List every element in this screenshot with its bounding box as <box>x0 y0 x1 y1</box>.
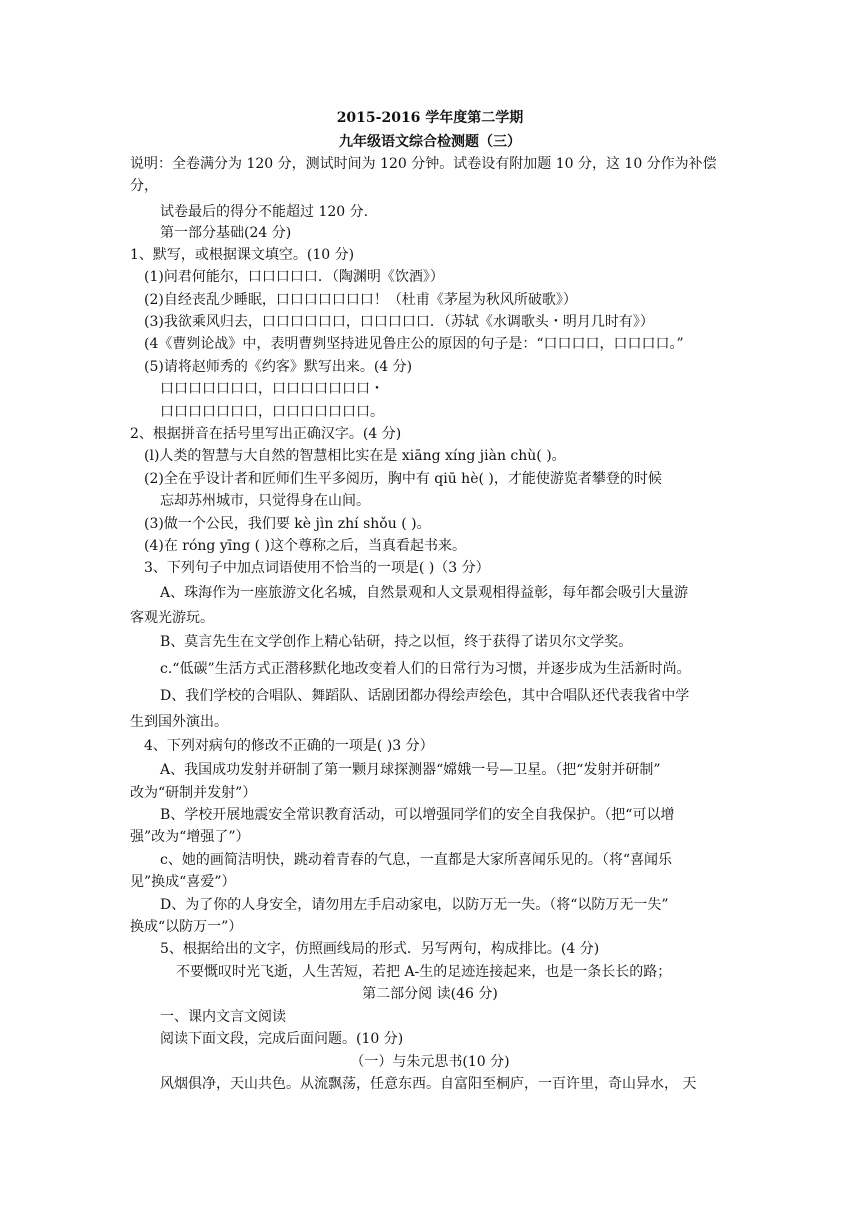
q1-item-3: (3)我欲乘风归去，口口口口口口，口口口口口．（苏轼《水调歌头・明月几时有》） <box>144 314 654 330</box>
q3-option-d: D、我们学校的合唱队、舞蹈队、话剧团都办得绘声绘色，其中合唱队还代表我省中学 <box>160 688 690 704</box>
part1-heading: 第一部分基础(24 分) <box>160 225 292 241</box>
q1-item-4: (4《曹刿论战》中，表明曹刿坚持进见鲁庄公的原因的句子是：“口口口口，口口口口。” <box>144 336 684 352</box>
q4-option-a: A、我国成功发射并研制了第一颗月球探测器“嫦娥一号—卫星。（把“发射并研制” <box>160 762 661 778</box>
part2-heading: 第二部分阅 读(46 分) <box>362 986 498 1002</box>
q4-stem: 4、下列对病句的修改不正确的一项是( )3 分） <box>144 738 434 754</box>
passage-title: （一）与朱元思书(10 分) <box>350 1054 510 1070</box>
exam-title-term: 2015-2016 学年度第二学期 <box>336 110 524 126</box>
q4-option-d-cont: 换成“以防万一”） <box>130 919 243 935</box>
q3-option-a-cont: 客观光游玩。 <box>130 610 214 626</box>
q3-stem: 3、下列句子中加点词语使用不恰当的一项是( )（3 分） <box>144 560 490 576</box>
q5-stem: 5、根据给出的文字，仿照画线局的形式．另写两句，构成排比。(4 分) <box>160 941 600 957</box>
exam-title-name: 九年级语文综合检测题（三） <box>339 134 521 150</box>
q3-option-b: B、莫言先生在文学创作上精心钻研，持之以恒，终于获得了诺贝尔文学奖。 <box>160 634 633 650</box>
instructions-line-2: 分， <box>130 178 158 194</box>
q3-option-c: c.“低碳”生活方式正潜移默化地改变着人们的日常行为习惯，并逐步成为生活新时尚。 <box>160 661 691 677</box>
passage-text-line-1: 风烟俱净，天山共色。从流飘荡，任意东西。自富阳至桐庐，一百许里，奇山异水， 天 <box>160 1076 697 1092</box>
q3-option-a: A、珠海作为一座旅游文化名城，自然景观和人文景观相得益彰，每年都会吸引大量游 <box>160 585 689 601</box>
instructions-line-1: 说明：全卷满分为 120 分，测试时间为 120 分钟。试卷设有附加题 10 分，这 10 分作为补偿 <box>130 156 717 172</box>
section-classical-reading: 一、课内文言文阅读 <box>160 1009 286 1025</box>
q1-item-1: (1)问君何能尔，口口口口口．（陶渊明《饮酒》） <box>144 269 444 285</box>
q2-stem: 2、根据拼音在括号里写出正确汉字。(4 分) <box>130 426 402 442</box>
q2-item-2: (2)全在乎设计者和匠师们生平多阅历，胸中有 qiū hè( )，才能使游览者攀登的时候 <box>144 471 662 487</box>
q2-item-1: (l)人类的智慧与大自然的智慧相比实在是 xiāng xíng jiàn chù( )。 <box>144 448 566 464</box>
q4-option-b-cont: 强”改为“增强了”） <box>130 829 250 845</box>
q4-option-a-cont: 改为“研制并发射”） <box>130 785 257 801</box>
q1-poem-line-2: 口口口口口口口，口口口口口口口。 <box>160 404 384 420</box>
q1-poem-line-1: 口口口口口口口，口口口口口口口・ <box>160 381 384 397</box>
q2-item-3: (3)做一个公民，我们要 kè jìn zhí shǒu ( )。 <box>144 516 431 532</box>
q2-item-4: (4)在 róng yīng ( )这个尊称之后，当真看起书来。 <box>144 538 467 554</box>
q1-item-5: (5)请将赵师秀的《约客》默写出来。(4 分) <box>144 359 413 375</box>
q4-option-d: D、为了你的人身安全，请勿用左手启动家电，以防万无一失。（将“以防万无一失” <box>160 897 669 913</box>
q4-option-c-cont: 见”换成“喜爱”） <box>130 874 236 890</box>
q4-option-b: B、学校开展地震安全常识教育活动，可以增强同学们的安全自我保护。（把“可以增 <box>160 807 675 823</box>
instructions-line-3: 试卷最后的得分不能超过 120 分. <box>160 204 369 220</box>
q4-option-c: c、她的画简洁明快，跳动着青春的气息，一直都是大家所喜闻乐见的。（将“喜闻乐 <box>160 852 672 868</box>
q5-sample-text: 不要慨叹时光飞逝，人生苦短，若把 A-生的足迹连接起来，也是一条长长的路； <box>176 964 672 980</box>
q2-item-2-cont: 忘却苏州城市，只觉得身在山间。 <box>160 493 370 509</box>
reading-instruction: 阅读下面文段，完成后面问题。(10 分) <box>160 1031 404 1047</box>
q1-item-2: (2)自经丧乱少睡眠，口口口口口口口！（杜甫《茅屋为秋风所破歌》） <box>144 292 577 308</box>
q3-option-d-cont: 生到国外演出。 <box>130 714 228 730</box>
q1-stem: 1、默写，或根据课文填空。(10 分) <box>130 247 355 263</box>
